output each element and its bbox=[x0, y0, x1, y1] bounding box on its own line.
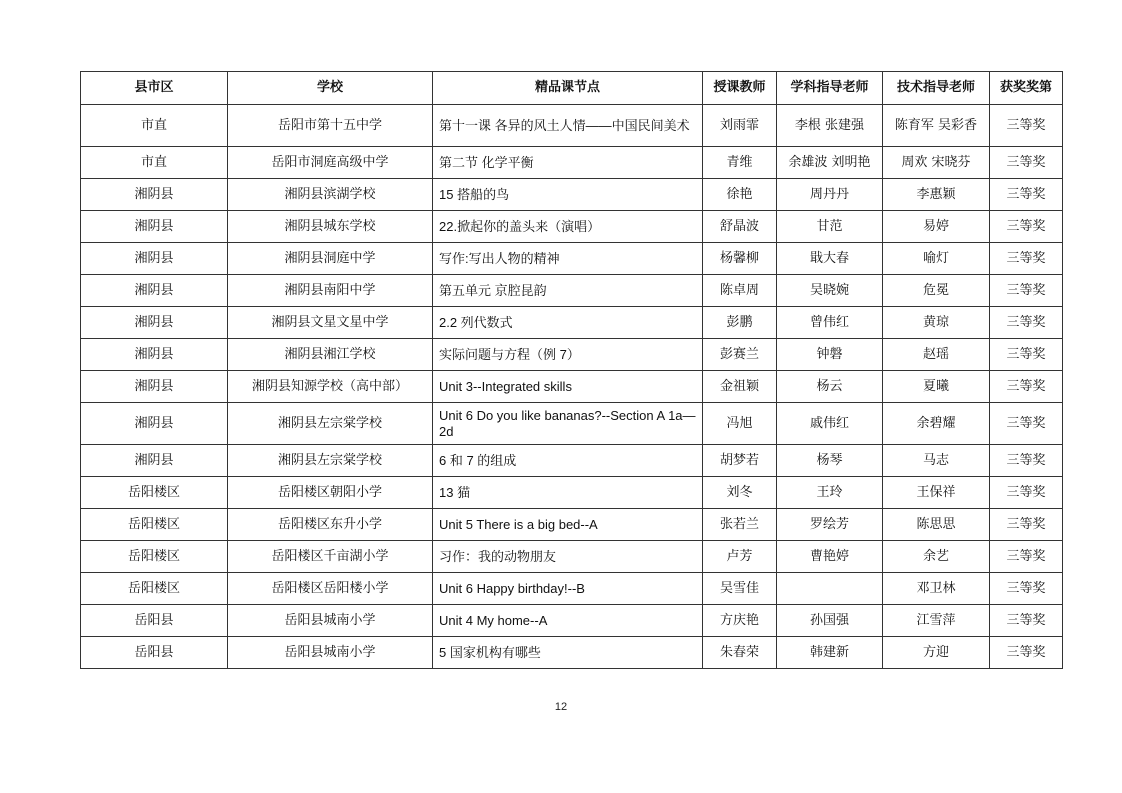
table-row bbox=[81, 541, 1063, 573]
cell-course: 13 猫 bbox=[433, 477, 703, 509]
cell-school: 湘阴县左宗棠学校 bbox=[228, 445, 433, 477]
cell-award: 三等奖 bbox=[990, 541, 1063, 573]
cell-subject-mentor: 曾伟红 bbox=[777, 307, 883, 339]
cell-tech-mentor: 邓卫林 bbox=[883, 573, 990, 605]
cell-county: 岳阳楼区 bbox=[81, 573, 228, 605]
cell-county: 湘阴县 bbox=[81, 211, 228, 243]
table-row bbox=[81, 477, 1063, 509]
cell-county: 市直 bbox=[81, 147, 228, 179]
cell-course: Unit 6 Do you like bananas?--Section A 1a—2d bbox=[433, 403, 703, 445]
cell-county: 岳阳楼区 bbox=[81, 509, 228, 541]
header-course: 精品课节点 bbox=[433, 72, 703, 105]
header-award: 获奖奖第 bbox=[990, 72, 1063, 105]
table-row bbox=[81, 403, 1063, 445]
table-row bbox=[81, 573, 1063, 605]
table-row bbox=[81, 243, 1063, 275]
cell-school: 湘阴县湘江学校 bbox=[228, 339, 433, 371]
cell-county: 湘阴县 bbox=[81, 307, 228, 339]
cell-subject-mentor: 周丹丹 bbox=[777, 179, 883, 211]
cell-subject-mentor: 吴晓婉 bbox=[777, 275, 883, 307]
header-tech-mentor: 技术指导老师 bbox=[883, 72, 990, 105]
cell-course: Unit 6 Happy birthday!--B bbox=[433, 573, 703, 605]
cell-teacher: 冯旭 bbox=[703, 403, 777, 445]
cell-award: 三等奖 bbox=[990, 243, 1063, 275]
cell-school: 岳阳市洞庭高级中学 bbox=[228, 147, 433, 179]
cell-school: 岳阳楼区东升小学 bbox=[228, 509, 433, 541]
cell-county: 岳阳楼区 bbox=[81, 541, 228, 573]
cell-course: 15 搭船的鸟 bbox=[433, 179, 703, 211]
header-subject-mentor: 学科指导老师 bbox=[777, 72, 883, 105]
cell-course: 第十一课 各异的风土人情——中国民间美术 bbox=[433, 105, 703, 147]
cell-teacher: 方庆艳 bbox=[703, 605, 777, 637]
cell-county: 岳阳县 bbox=[81, 637, 228, 669]
cell-school: 湘阴县知源学校（高中部） bbox=[228, 371, 433, 403]
cell-teacher: 刘雨霏 bbox=[703, 105, 777, 147]
cell-subject-mentor: 罗绘芳 bbox=[777, 509, 883, 541]
cell-award: 三等奖 bbox=[990, 211, 1063, 243]
cell-county: 湘阴县 bbox=[81, 275, 228, 307]
cell-subject-mentor: 戚伟红 bbox=[777, 403, 883, 445]
table-row bbox=[81, 307, 1063, 339]
cell-tech-mentor: 李惠颖 bbox=[883, 179, 990, 211]
cell-county: 湘阴县 bbox=[81, 403, 228, 445]
cell-county: 湘阴县 bbox=[81, 243, 228, 275]
cell-teacher: 陈卓周 bbox=[703, 275, 777, 307]
cell-course: 22.掀起你的盖头来（演唱） bbox=[433, 211, 703, 243]
cell-subject-mentor: 杨琴 bbox=[777, 445, 883, 477]
cell-award: 三等奖 bbox=[990, 371, 1063, 403]
cell-award: 三等奖 bbox=[990, 105, 1063, 147]
cell-award: 三等奖 bbox=[990, 573, 1063, 605]
header-school: 学校 bbox=[228, 72, 433, 105]
cell-award: 三等奖 bbox=[990, 605, 1063, 637]
cell-school: 岳阳市第十五中学 bbox=[228, 105, 433, 147]
table-row bbox=[81, 211, 1063, 243]
cell-award: 三等奖 bbox=[990, 445, 1063, 477]
cell-award: 三等奖 bbox=[990, 509, 1063, 541]
cell-county: 市直 bbox=[81, 105, 228, 147]
cell-tech-mentor: 喻灯 bbox=[883, 243, 990, 275]
cell-teacher: 刘冬 bbox=[703, 477, 777, 509]
cell-school: 湘阴县滨湖学校 bbox=[228, 179, 433, 211]
cell-school: 湘阴县城东学校 bbox=[228, 211, 433, 243]
table-header-row bbox=[81, 72, 1063, 105]
cell-subject-mentor: 甘范 bbox=[777, 211, 883, 243]
cell-school: 湘阴县左宗棠学校 bbox=[228, 403, 433, 445]
cell-county: 岳阳县 bbox=[81, 605, 228, 637]
cell-school: 岳阳楼区岳阳楼小学 bbox=[228, 573, 433, 605]
cell-tech-mentor: 马志 bbox=[883, 445, 990, 477]
cell-school: 岳阳楼区朝阳小学 bbox=[228, 477, 433, 509]
cell-tech-mentor: 夏曦 bbox=[883, 371, 990, 403]
table-row bbox=[81, 339, 1063, 371]
cell-subject-mentor: 曹艳婷 bbox=[777, 541, 883, 573]
table-row bbox=[81, 605, 1063, 637]
cell-subject-mentor: 韩建新 bbox=[777, 637, 883, 669]
cell-county: 湘阴县 bbox=[81, 179, 228, 211]
cell-teacher: 杨馨柳 bbox=[703, 243, 777, 275]
cell-award: 三等奖 bbox=[990, 339, 1063, 371]
cell-tech-mentor: 赵瑶 bbox=[883, 339, 990, 371]
cell-school: 湘阴县洞庭中学 bbox=[228, 243, 433, 275]
cell-tech-mentor: 陈育军 吴彩香 bbox=[883, 105, 990, 147]
table-row bbox=[81, 445, 1063, 477]
header-county: 县市区 bbox=[81, 72, 228, 105]
cell-award: 三等奖 bbox=[990, 307, 1063, 339]
cell-teacher: 张若兰 bbox=[703, 509, 777, 541]
cell-school: 岳阳县城南小学 bbox=[228, 605, 433, 637]
cell-award: 三等奖 bbox=[990, 637, 1063, 669]
table-row bbox=[81, 179, 1063, 211]
table-row bbox=[81, 637, 1063, 669]
cell-teacher: 卢芳 bbox=[703, 541, 777, 573]
cell-course: Unit 3--Integrated skills bbox=[433, 371, 703, 403]
cell-school: 岳阳楼区千亩湖小学 bbox=[228, 541, 433, 573]
cell-course: Unit 5 There is a big bed--A bbox=[433, 509, 703, 541]
cell-award: 三等奖 bbox=[990, 275, 1063, 307]
cell-tech-mentor: 危冕 bbox=[883, 275, 990, 307]
cell-teacher: 胡梦若 bbox=[703, 445, 777, 477]
cell-award: 三等奖 bbox=[990, 403, 1063, 445]
cell-tech-mentor: 江雪萍 bbox=[883, 605, 990, 637]
cell-tech-mentor: 余艺 bbox=[883, 541, 990, 573]
cell-tech-mentor: 方迎 bbox=[883, 637, 990, 669]
cell-subject-mentor: 杨云 bbox=[777, 371, 883, 403]
cell-award: 三等奖 bbox=[990, 477, 1063, 509]
cell-tech-mentor: 周欢 宋晓芬 bbox=[883, 147, 990, 179]
cell-teacher: 彭赛兰 bbox=[703, 339, 777, 371]
cell-county: 湘阴县 bbox=[81, 371, 228, 403]
cell-tech-mentor: 易婷 bbox=[883, 211, 990, 243]
cell-award: 三等奖 bbox=[990, 179, 1063, 211]
cell-teacher: 彭鹏 bbox=[703, 307, 777, 339]
cell-course: 写作:写出人物的精神 bbox=[433, 243, 703, 275]
cell-teacher: 舒晶波 bbox=[703, 211, 777, 243]
cell-course: 实际问题与方程（例 7） bbox=[433, 339, 703, 371]
cell-course: 2.2 列代数式 bbox=[433, 307, 703, 339]
cell-teacher: 吴雪佳 bbox=[703, 573, 777, 605]
cell-teacher: 金祖颖 bbox=[703, 371, 777, 403]
cell-tech-mentor: 王保祥 bbox=[883, 477, 990, 509]
cell-subject-mentor: 李根 张建强 bbox=[777, 105, 883, 147]
cell-tech-mentor: 余碧耀 bbox=[883, 403, 990, 445]
cell-tech-mentor: 陈思思 bbox=[883, 509, 990, 541]
cell-subject-mentor bbox=[777, 573, 883, 605]
table-row bbox=[81, 275, 1063, 307]
cell-teacher: 徐艳 bbox=[703, 179, 777, 211]
cell-school: 湘阴县南阳中学 bbox=[228, 275, 433, 307]
table-row bbox=[81, 147, 1063, 179]
cell-tech-mentor: 黄琼 bbox=[883, 307, 990, 339]
cell-teacher: 青维 bbox=[703, 147, 777, 179]
cell-award: 三等奖 bbox=[990, 147, 1063, 179]
cell-school: 湘阴县文星文星中学 bbox=[228, 307, 433, 339]
awards-table bbox=[80, 71, 1063, 669]
cell-school: 岳阳县城南小学 bbox=[228, 637, 433, 669]
table-row bbox=[81, 105, 1063, 147]
cell-subject-mentor: 钟磐 bbox=[777, 339, 883, 371]
table-row bbox=[81, 371, 1063, 403]
cell-county: 湘阴县 bbox=[81, 339, 228, 371]
page-number: 12 bbox=[554, 701, 568, 713]
cell-course: 第五单元 京腔昆韵 bbox=[433, 275, 703, 307]
table-row bbox=[81, 509, 1063, 541]
table-body bbox=[81, 105, 1063, 669]
cell-teacher: 朱春荣 bbox=[703, 637, 777, 669]
cell-subject-mentor: 戢大春 bbox=[777, 243, 883, 275]
cell-course: 5 国家机构有哪些 bbox=[433, 637, 703, 669]
cell-course: 第二节 化学平衡 bbox=[433, 147, 703, 179]
cell-course: 6 和 7 的组成 bbox=[433, 445, 703, 477]
cell-course: 习作：我的动物朋友 bbox=[433, 541, 703, 573]
cell-county: 湘阴县 bbox=[81, 445, 228, 477]
cell-county: 岳阳楼区 bbox=[81, 477, 228, 509]
header-teacher: 授课教师 bbox=[703, 72, 777, 105]
cell-course: Unit 4 My home--A bbox=[433, 605, 703, 637]
cell-subject-mentor: 余雄波 刘明艳 bbox=[777, 147, 883, 179]
document-page bbox=[80, 71, 1062, 669]
cell-subject-mentor: 王玲 bbox=[777, 477, 883, 509]
cell-subject-mentor: 孙国强 bbox=[777, 605, 883, 637]
